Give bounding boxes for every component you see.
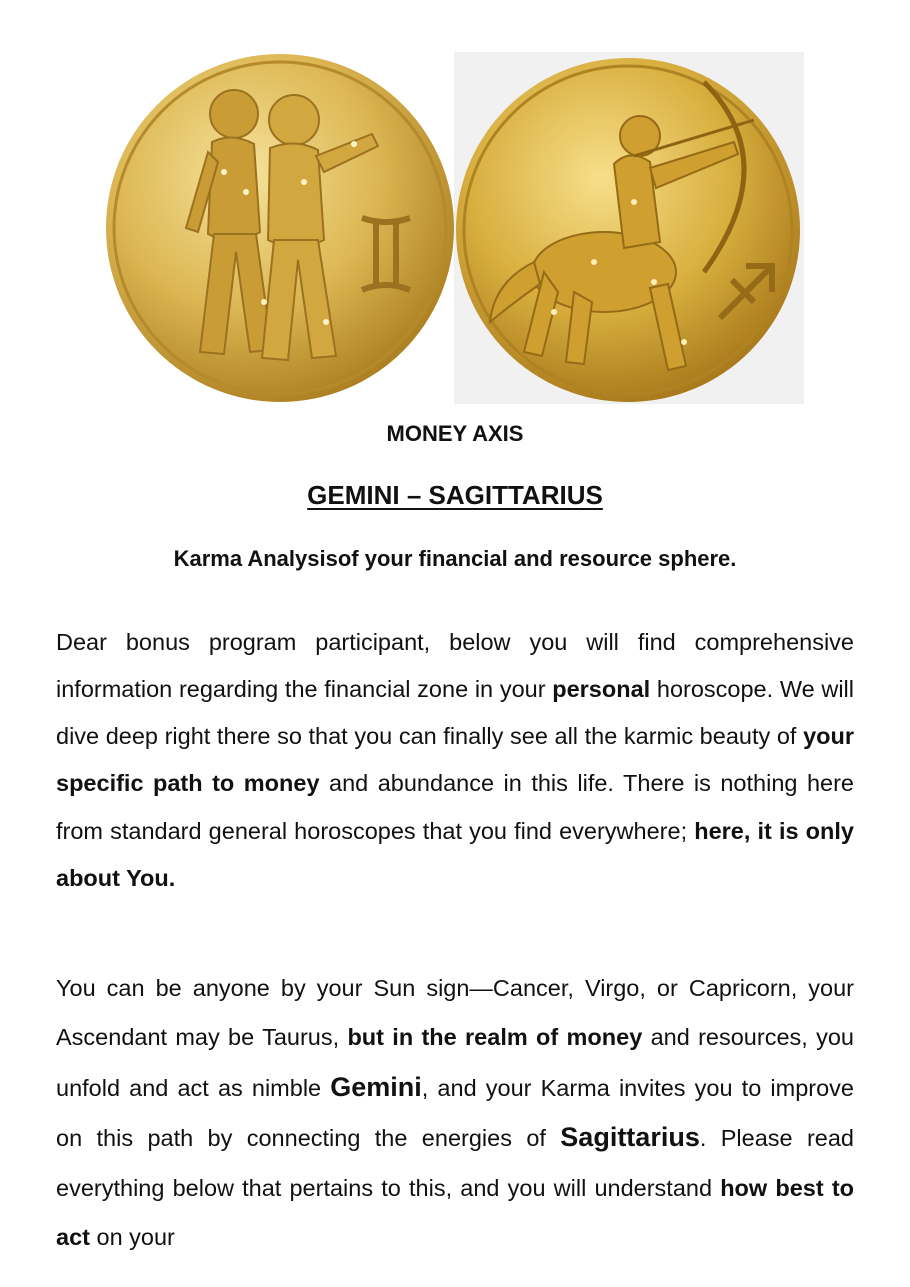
- karma-analysis-subtitle: Karma Analysisof your financial and resource sphere.: [173, 546, 737, 571]
- intro-text-1: Dear bonus program participant, below you will find comprehensive information regarding the financial zone in your: [56, 628, 854, 702]
- intro-bold-you: here, it is only about You.: [56, 817, 854, 891]
- gemini-twins-coin-icon: [104, 52, 456, 404]
- signs-paragraph: [56, 964, 854, 1263]
- money-axis-title: MONEY AXIS: [386, 421, 524, 446]
- coin-images: [104, 52, 804, 407]
- intro-paragraph: [56, 619, 854, 903]
- signs-bold-sagittarius: Sagittarius: [560, 1122, 700, 1152]
- signs-text-5: on your: [89, 1224, 175, 1250]
- intro-text-2: horoscope. We will dive deep right there so that you can finally see all the karmic beauty of: [56, 675, 854, 750]
- intro-text-3: and abundance in this life. There is nothing here from standard general horoscopes that you find everywhere;: [56, 770, 854, 844]
- sagittarius-archer-coin-icon: [454, 52, 804, 404]
- gemini-coin-image: [104, 52, 456, 404]
- sagittarius-coin-image: [454, 52, 804, 404]
- signs-text-4: . Please read everything below that pertains to this, and you will understand: [56, 1125, 854, 1201]
- axis-signs-title: [0, 480, 910, 511]
- axis-signs-text: GEMINI – SAGITTARIUS: [307, 480, 603, 510]
- intro-bold-path: your specific path to money: [56, 723, 854, 797]
- signs-text-3: , and your Karma invites you to improve on this path by connecting the energies of: [56, 1074, 854, 1151]
- intro-bold-personal: personal: [552, 675, 651, 702]
- signs-bold-gemini: Gemini: [330, 1071, 422, 1102]
- signs-bold-act: how best to act: [56, 1174, 855, 1250]
- signs-text-2: and resources, you unfold and act as nimble: [56, 1024, 854, 1101]
- signs-bold-money: but in the realm of money: [347, 1024, 643, 1050]
- signs-text-1: You can be anyone by your Sun sign—Cancer, Virgo, or Capricorn, your Ascendant may be Taurus,: [56, 974, 854, 1050]
